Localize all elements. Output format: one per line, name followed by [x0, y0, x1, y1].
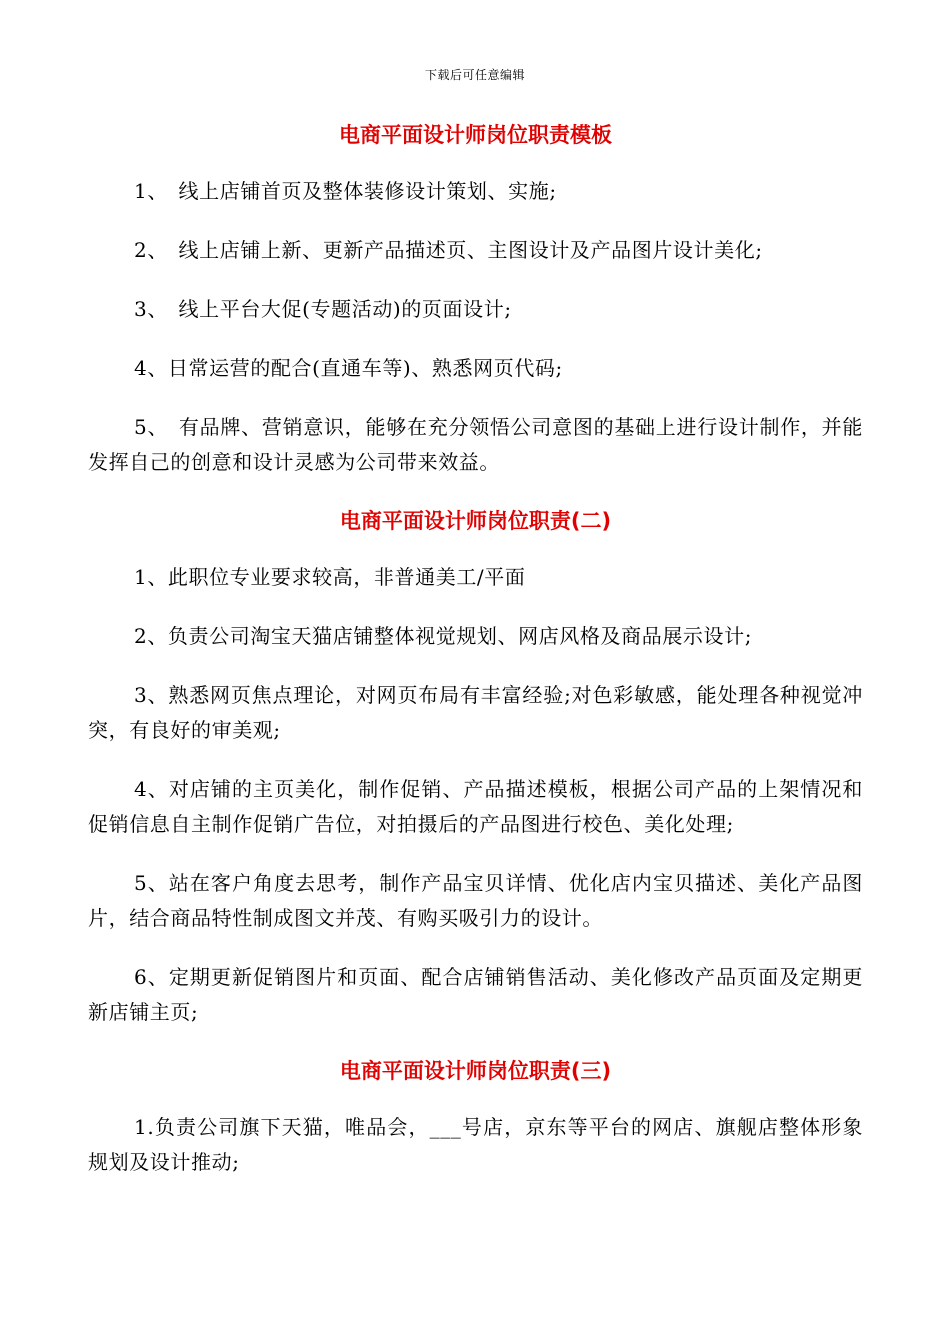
- paragraph: 3、 线上平台大促(专题活动)的页面设计;: [134, 297, 512, 321]
- document-content: [88, 118, 863, 1204]
- paragraph: 6、定期更新促销图片和页面、配合店铺销售活动、美化修改产品页面及定期更新店铺主页;: [88, 965, 863, 1024]
- section-title: 电商平面设计师岗位职责(二): [339, 509, 612, 533]
- paragraph: 5、 有品牌、营销意识，能够在充分领悟公司意图的基础上进行设计制作，并能发挥自己的创意和设计灵感为公司带来效益。: [88, 415, 863, 474]
- header-note: 下载后可任意编辑: [424, 68, 525, 82]
- paragraph: 3、熟悉网页焦点理论，对网页布局有丰富经验;对色彩敏感，能处理各种视觉冲突，有良好的审美观;: [88, 683, 863, 742]
- paragraph: 4、日常运营的配合(直通车等)、熟悉网页代码;: [134, 356, 563, 380]
- paragraph: 1.负责公司旗下天猫，唯品会，___号店，京东等平台的网店、旗舰店整体形象规划及设计推动;: [88, 1115, 863, 1174]
- paragraph: 4、对店铺的主页美化，制作促销、产品描述模板，根据公司产品的上架情况和促销信息自主制作促销广告位，对拍摄后的产品图进行校色、美化处理;: [88, 777, 863, 836]
- paragraph: 1、此职位专业要求较高，非普通美工/平面: [134, 565, 526, 589]
- paragraph: 2、负责公司淘宝天猫店铺整体视觉规划、网店风格及商品展示设计;: [134, 624, 753, 648]
- section-title: 电商平面设计师岗位职责模板: [339, 123, 612, 147]
- section-title: 电商平面设计师岗位职责(三): [339, 1059, 612, 1083]
- paragraph: 1、 线上店铺首页及整体装修设计策划、实施;: [134, 179, 557, 203]
- paragraph: 2、 线上店铺上新、更新产品描述页、主图设计及产品图片设计美化;: [134, 238, 763, 262]
- paragraph: 5、站在客户角度去思考，制作产品宝贝详情、优化店内宝贝描述、美化产品图片，结合商品特性制成图文并茂、有购买吸引力的设计。: [88, 871, 863, 930]
